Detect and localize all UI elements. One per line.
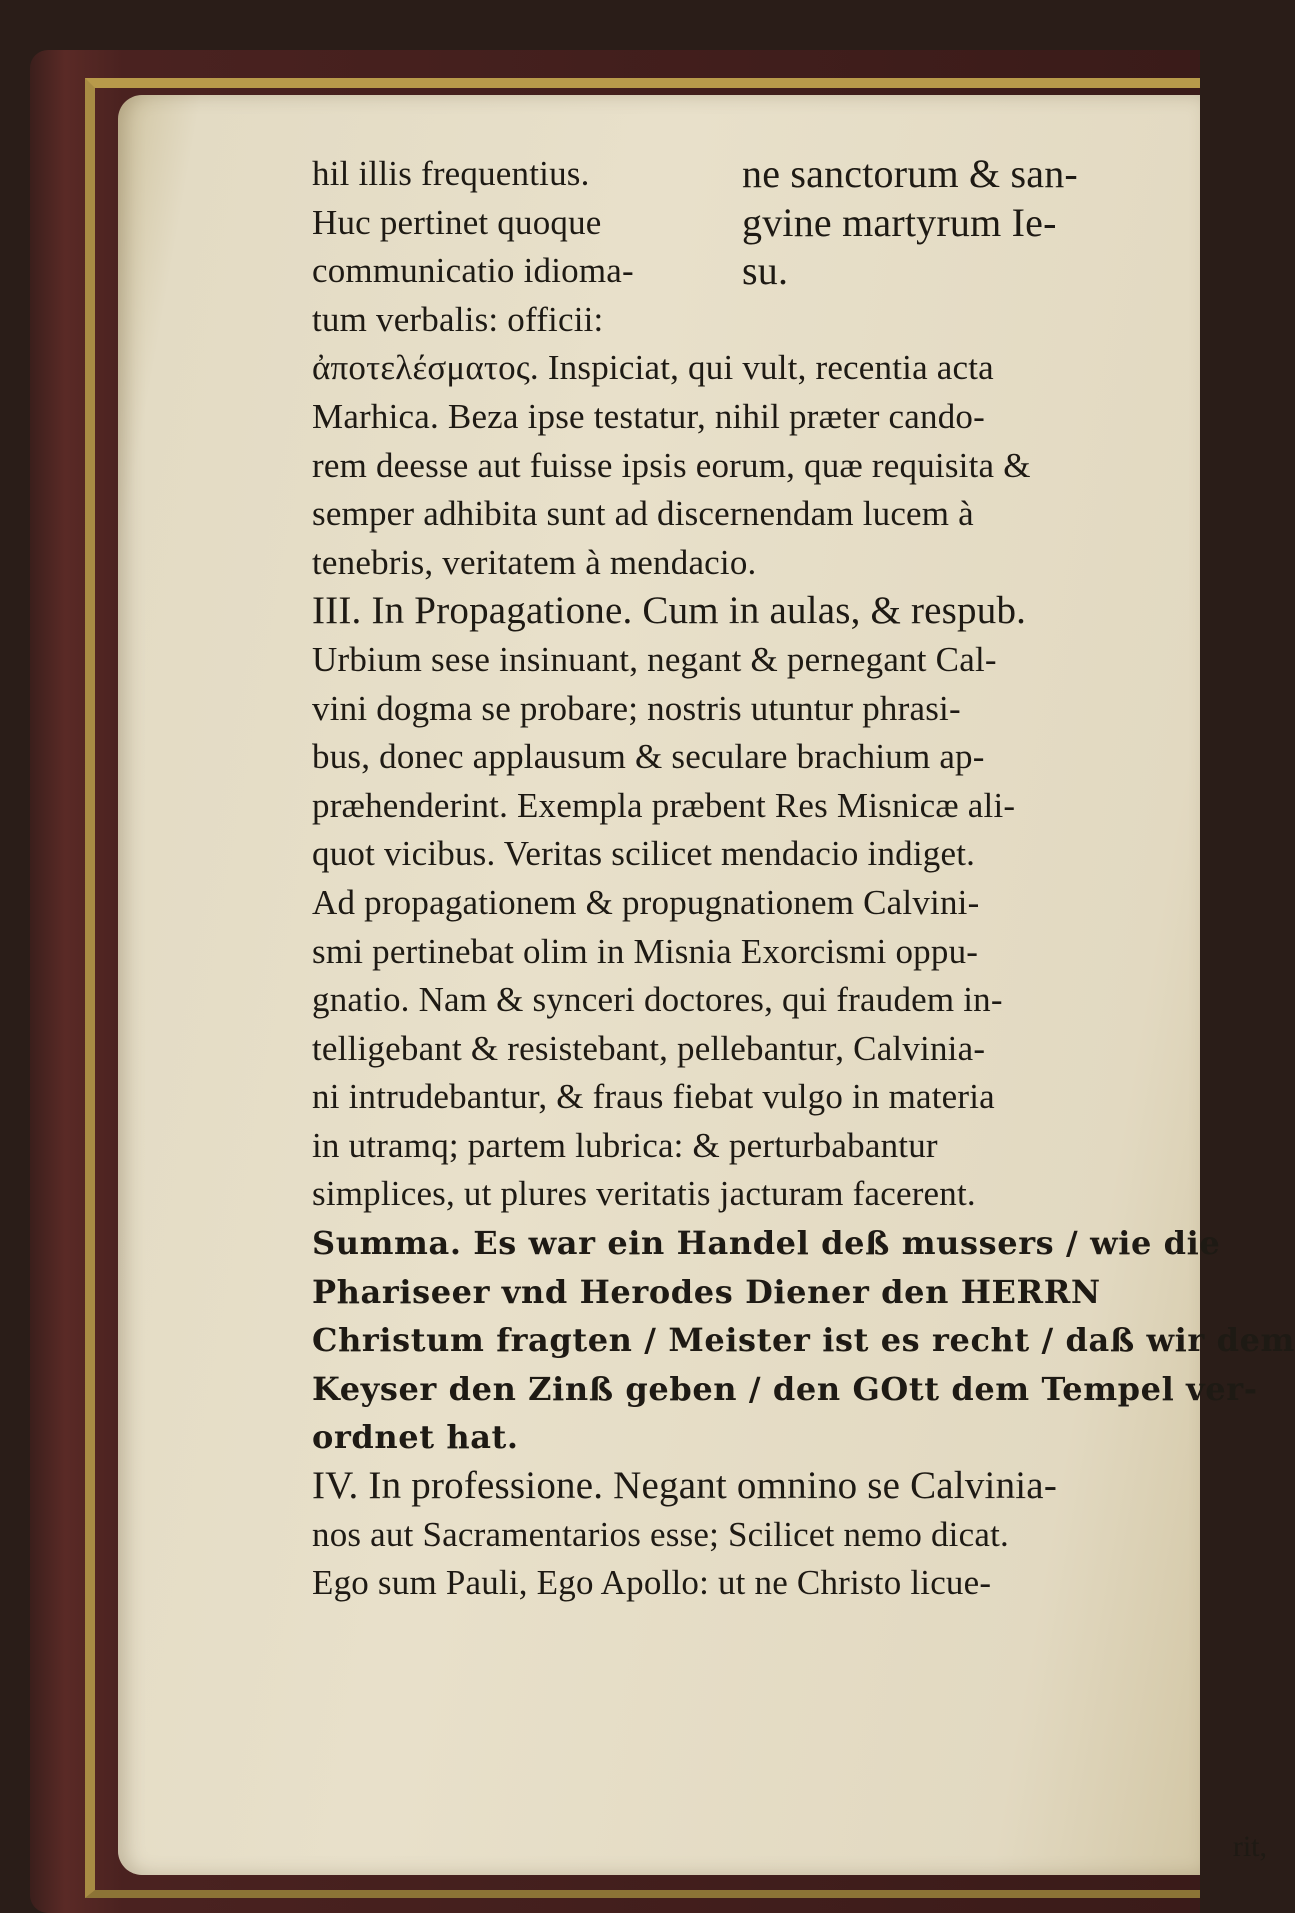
left-column xyxy=(312,150,742,344)
text-line: præhenderint. Exempla præbent Res Misnicæ ali- xyxy=(312,785,1016,825)
text-line: hil illis frequentius. xyxy=(312,154,590,193)
text-line: communicatio idioma- xyxy=(312,251,634,291)
text-line: quot vicibus. Veritas scilicet mendacio indiget. xyxy=(312,834,976,874)
right-column xyxy=(742,150,1172,344)
text-line: simplices, ut plures veritatis jacturam facerent. xyxy=(312,1174,976,1214)
text-line: gnatio. Nam & synceri doctores, qui fraudem in- xyxy=(312,980,1003,1020)
text-line: vini dogma se probare; nostris utuntur phrasi- xyxy=(312,688,961,728)
text-line: ἀποτελέσματος. Inspiciat, qui vult, recentia acta xyxy=(312,348,994,388)
catchword: rit, xyxy=(1232,1830,1267,1863)
two-column-block xyxy=(312,150,1172,344)
text-line: Ego sum Pauli, Ego Apollo: ut ne Christo licue- xyxy=(312,1563,992,1603)
text-line: ni intrudebantur, & fraus fiebat vulgo in materia xyxy=(312,1077,995,1117)
text-line: rem deesse aut fuisse ipsis eorum, quæ requisita & xyxy=(312,445,1031,485)
fraktur-line: ordnet hat. xyxy=(312,1418,519,1457)
text-line: tenebris, veritatem à mendacio. xyxy=(312,542,757,582)
text-line: Marhica. Beza ipse testatur, nihil præter cando- xyxy=(312,396,985,436)
fraktur-line: Keyser den Zinß geben / den GOtt dem Tempel ver- xyxy=(312,1369,1258,1408)
text-line: tum verbalis: officii: xyxy=(312,299,604,339)
section-heading-line: IV. In professione. Negant omnino se Calvinia- xyxy=(312,1464,1058,1508)
fraktur-line: Christum fragten / Meister ist es recht / daß wir dem xyxy=(312,1321,1295,1360)
text-line: su. xyxy=(742,248,789,294)
text-line: nos aut Sacramentarios esse; Scilicet nemo dicat. xyxy=(312,1514,1009,1554)
text-line: gvine martyrum Ie- xyxy=(742,199,1057,245)
fraktur-line: Phariseer vnd Herodes Diener den HERRN xyxy=(312,1272,1101,1311)
text-line: Ad propagationem & propugnationem Calvini- xyxy=(312,882,980,922)
text-line: Huc pertinet quoque xyxy=(312,202,602,242)
text-line: ne sanctorum & san- xyxy=(742,151,1078,196)
text-line: bus, donec applausum & seculare brachium ap- xyxy=(312,737,985,777)
text-line: smi pertinebat olim in Misnia Exorcismi oppu- xyxy=(312,931,979,971)
text-line: semper adhibita sunt ad discernendam lucem à xyxy=(312,494,974,534)
text-line: Urbium sese insinuant, negant & pernegant Cal- xyxy=(312,639,997,679)
text-line: telligebant & resistebant, pellebantur, Calvinia- xyxy=(312,1028,986,1068)
text-line: in utramq; partem lubrica: & perturbabantur xyxy=(312,1125,938,1165)
fraktur-line: Summa. Es war ein Handel deß mussers / wie die xyxy=(312,1224,1221,1263)
page-text xyxy=(312,150,1295,1608)
section-heading-line: III. In Propagatione. Cum in aulas, & respub. xyxy=(312,589,1027,633)
